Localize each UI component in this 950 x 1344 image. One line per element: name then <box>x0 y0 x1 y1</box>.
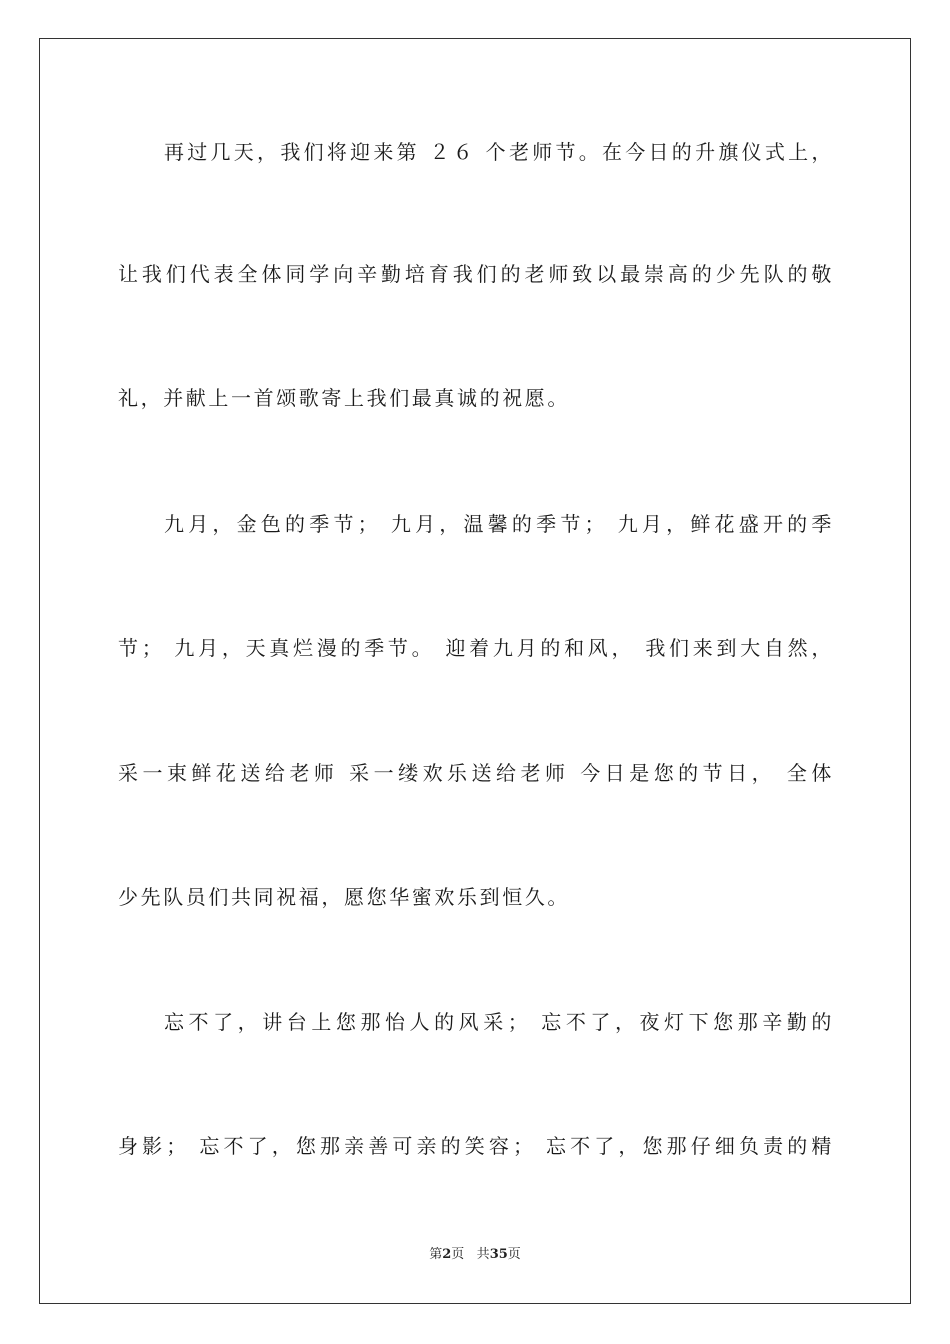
footer-page-suffix: 页 <box>451 1247 465 1262</box>
footer-total-prefix: 共 <box>476 1247 490 1262</box>
paragraph-line-1: 再过几天，我们将迎来第 ２６ 个老师节。在今日的升旗仪式上， <box>164 140 834 164</box>
paragraph-line-6: 采一束鲜花送给老师 采一缕欢乐送给老师 今日是您的节日， 全体 <box>118 761 834 785</box>
paragraph-line-2: 让我们代表全体同学向辛勤培育我们的老师致以最崇高的少先队的敬 <box>118 262 834 286</box>
footer-total-pages: 35 <box>489 1247 508 1262</box>
page-frame <box>39 38 911 1304</box>
page-footer <box>0 1246 950 1264</box>
footer-page-number: 2 <box>442 1247 452 1262</box>
footer-total-suffix: 页 <box>507 1247 521 1262</box>
paragraph-line-5: 节； 九月，天真烂漫的季节。 迎着九月的和风， 我们来到大自然， <box>118 636 834 660</box>
paragraph-line-4: 九月，金色的季节； 九月，温馨的季节； 九月，鲜花盛开的季 <box>164 512 834 536</box>
paragraph-line-3: 礼，并献上一首颂歌寄上我们最真诚的祝愿。 <box>118 386 570 410</box>
footer-page-prefix: 第 <box>429 1247 443 1262</box>
paragraph-line-7: 少先队员们共同祝福，愿您华蜜欢乐到恒久。 <box>118 885 570 909</box>
paragraph-line-9: 身影； 忘不了，您那亲善可亲的笑容； 忘不了，您那仔细负责的精 <box>118 1134 834 1158</box>
paragraph-line-8: 忘不了，讲台上您那怡人的风采； 忘不了，夜灯下您那辛勤的 <box>164 1010 834 1034</box>
